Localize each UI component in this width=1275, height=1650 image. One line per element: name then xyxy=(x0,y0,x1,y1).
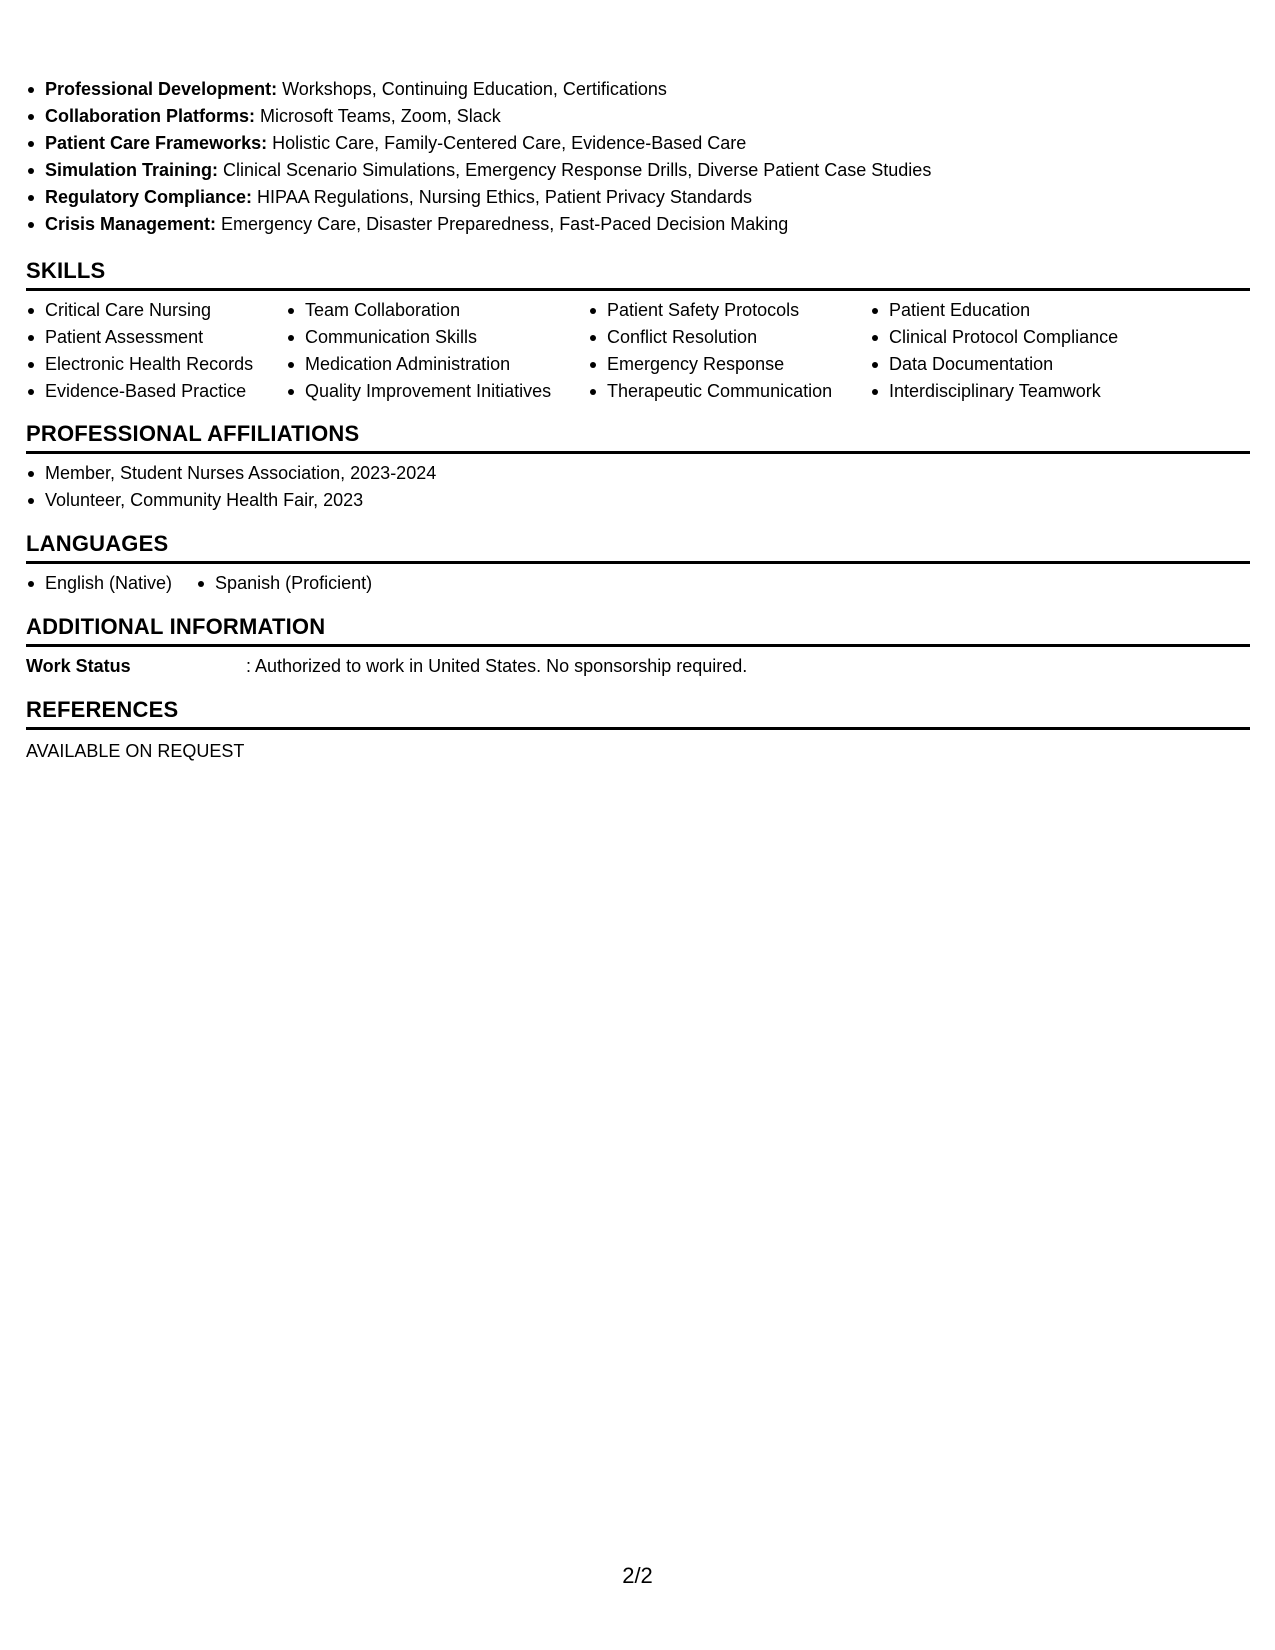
list-item xyxy=(26,103,1250,130)
item-text: Microsoft Teams, Zoom, Slack xyxy=(255,106,501,126)
skill-item: Critical Care Nursing xyxy=(26,297,286,324)
references-heading: REFERENCES xyxy=(26,697,1250,730)
item-label: Patient Care Frameworks: xyxy=(45,133,268,153)
item-text: Holistic Care, Family-Centered Care, Evidence-Based Care xyxy=(267,133,747,153)
item-text: Emergency Care, Disaster Preparedness, Fast-Paced Decision Making xyxy=(216,214,789,234)
skill-item: Evidence-Based Practice xyxy=(26,378,286,405)
item-text: Workshops, Continuing Education, Certifications xyxy=(277,79,667,99)
affiliations-heading: PROFESSIONAL AFFILIATIONS xyxy=(26,421,1250,454)
list-item xyxy=(26,76,1250,103)
skill-item: Communication Skills xyxy=(286,324,588,351)
languages-heading: LANGUAGES xyxy=(26,531,1250,564)
list-item: Volunteer, Community Health Fair, 2023 xyxy=(26,487,1250,514)
skill-item: Emergency Response xyxy=(588,351,870,378)
list-item xyxy=(26,157,1250,184)
skill-item: Conflict Resolution xyxy=(588,324,870,351)
languages-list xyxy=(26,570,1250,597)
skills-grid xyxy=(26,297,1250,405)
skill-item: Clinical Protocol Compliance xyxy=(870,324,1230,351)
skill-item: Medication Administration xyxy=(286,351,588,378)
item-label: Professional Development: xyxy=(45,79,278,99)
page-number: 2/2 xyxy=(622,1563,653,1588)
item-label: Simulation Training: xyxy=(45,160,219,180)
skill-item: Patient Safety Protocols xyxy=(588,297,870,324)
training-list xyxy=(26,76,1250,238)
skill-item: Patient Education xyxy=(870,297,1230,324)
skill-item: Quality Improvement Initiatives xyxy=(286,378,588,405)
affiliations-list xyxy=(26,460,1250,514)
list-item xyxy=(26,211,1250,238)
skill-item: Electronic Health Records xyxy=(26,351,286,378)
skill-item: Data Documentation xyxy=(870,351,1230,378)
item-label: Regulatory Compliance: xyxy=(45,187,253,207)
language-item: English (Native) xyxy=(26,570,172,597)
skills-heading: SKILLS xyxy=(26,258,1250,291)
item-label: Crisis Management: xyxy=(45,214,217,234)
list-item xyxy=(26,184,1250,211)
list-item: Member, Student Nurses Association, 2023-2024 xyxy=(26,460,1250,487)
list-item xyxy=(26,130,1250,157)
skill-item: Team Collaboration xyxy=(286,297,588,324)
additional-info-heading: ADDITIONAL INFORMATION xyxy=(26,614,1250,647)
references-text: AVAILABLE ON REQUEST xyxy=(26,741,245,761)
work-status-value: : Authorized to work in United States. No sponsorship required. xyxy=(246,656,748,676)
item-text: Clinical Scenario Simulations, Emergency Response Drills, Diverse Patient Case Studies xyxy=(218,160,932,180)
resume-page xyxy=(26,76,1250,765)
skill-item: Therapeutic Communication xyxy=(588,378,870,405)
skill-item: Interdisciplinary Teamwork xyxy=(870,378,1230,405)
item-text: HIPAA Regulations, Nursing Ethics, Patient Privacy Standards xyxy=(252,187,752,207)
work-status-row xyxy=(26,653,1250,680)
language-item: Spanish (Proficient) xyxy=(196,570,372,597)
skill-item: Patient Assessment xyxy=(26,324,286,351)
item-label: Collaboration Platforms: xyxy=(45,106,256,126)
work-status-label: Work Status xyxy=(26,656,131,676)
